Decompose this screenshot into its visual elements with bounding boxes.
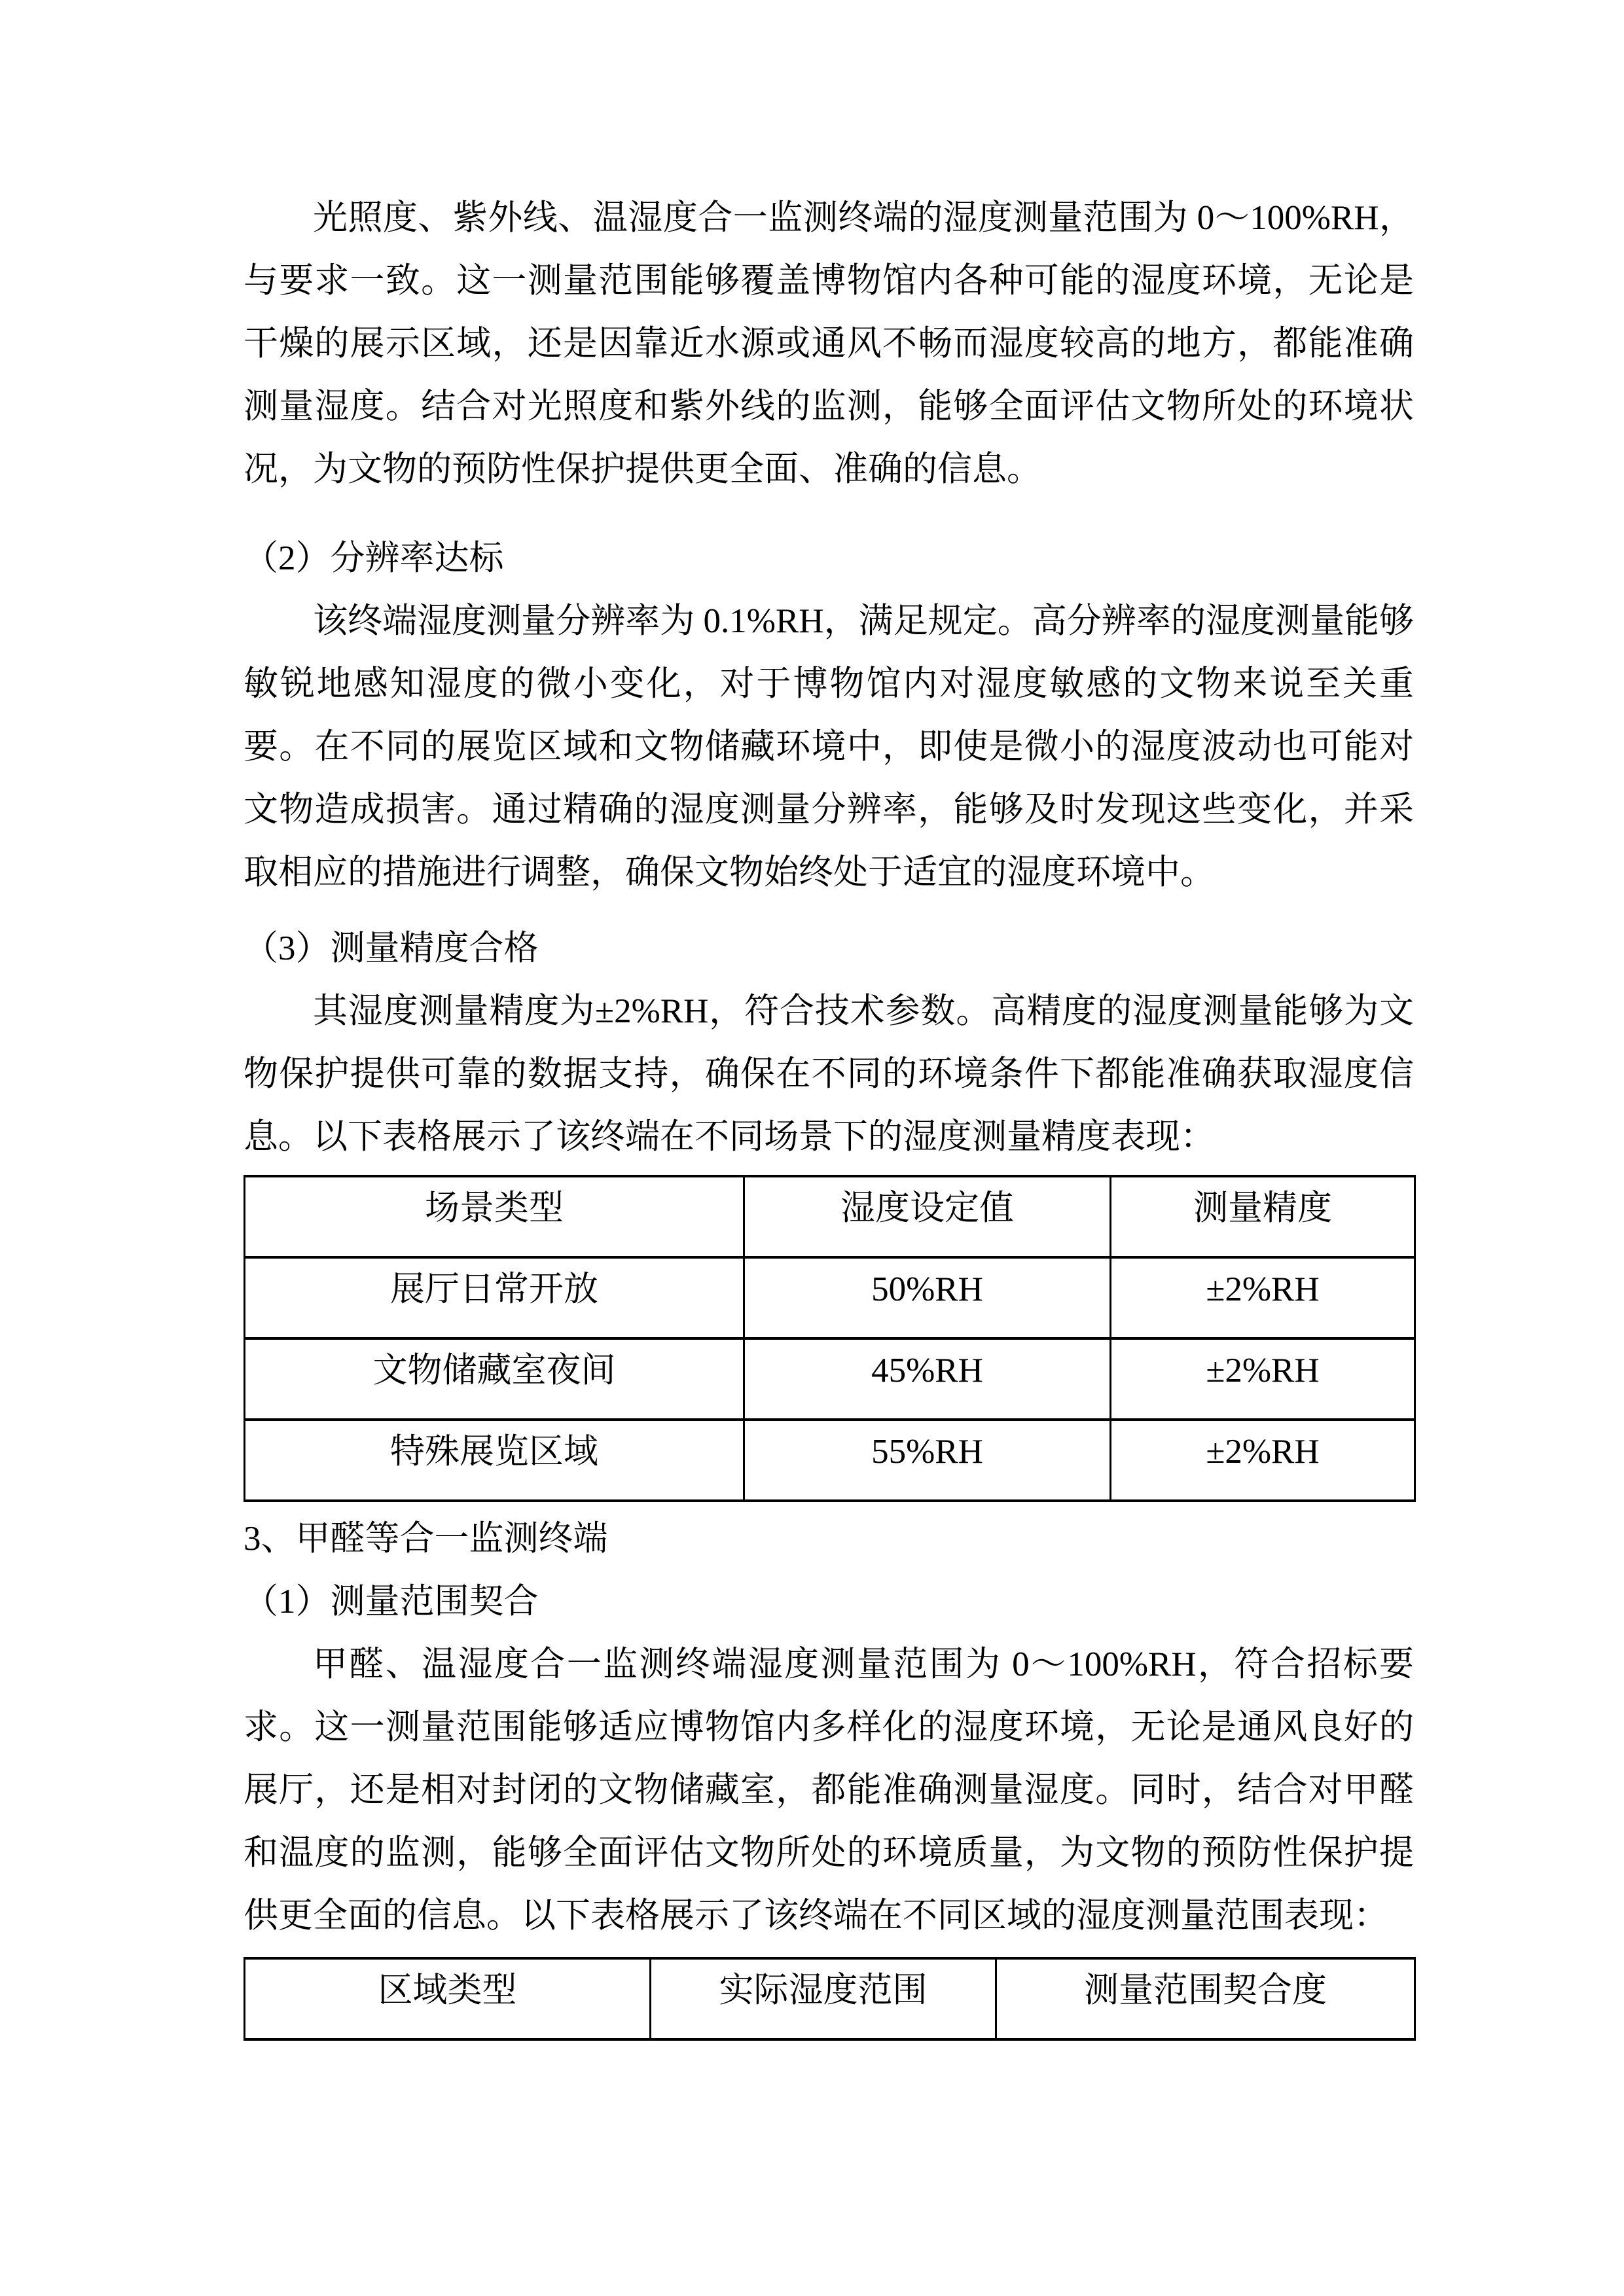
cell-measurement-accuracy: ±2%RH	[1111, 1420, 1415, 1501]
accuracy-table-row	[245, 1338, 1415, 1420]
cell-measurement-accuracy: ±2%RH	[1111, 1257, 1415, 1338]
column-header-area-type: 区域类型	[245, 1958, 651, 2039]
cell-scene-type: 展厅日常开放	[245, 1257, 744, 1338]
column-header-humidity-setpoint: 湿度设定值	[744, 1176, 1111, 1257]
heading-accuracy: （3）测量精度合格	[244, 929, 539, 967]
cell-humidity-setpoint: 50%RH	[744, 1257, 1111, 1338]
cell-humidity-setpoint: 55%RH	[744, 1420, 1111, 1501]
paragraph-formaldehyde-range: 甲醛、温湿度合一监测终端湿度测量范围为 0～100%RH，符合招标要求。这一测量范围能够适应博物馆内多样化的湿度环境，无论是通风良好的展厅，还是相对封闭的文物储藏室，都能准确测量湿度。同时，结合对甲醛和温度的监测，能够全面评估文物所处的环境质量，为文物的预防性保护提供更全面的信息。以下表格展示了该终端在不同区域的湿度测量范围表现：	[244, 1645, 1414, 1935]
accuracy-table-header-row	[245, 1176, 1415, 1257]
accuracy-table-row	[245, 1257, 1415, 1338]
heading-formaldehyde-terminal: 3、甲醛等合一监测终端	[244, 1520, 608, 1558]
cell-scene-type: 特殊展览区域	[245, 1420, 744, 1501]
cell-humidity-setpoint: 45%RH	[744, 1338, 1111, 1420]
range-table-header-row	[245, 1958, 1415, 2039]
paragraph-accuracy: 其湿度测量精度为±2%RH，符合技术参数。高精度的湿度测量能够为文物保护提供可靠的数据支持，确保在不同的环境条件下都能准确获取湿度信息。以下表格展示了该终端在不同场景下的湿度测量精度表现：	[244, 992, 1414, 1156]
page-content	[244, 187, 1414, 2041]
range-table	[244, 1957, 1416, 2041]
column-header-actual-humidity-range: 实际湿度范围	[651, 1958, 996, 2039]
column-header-measurement-accuracy: 测量精度	[1111, 1176, 1415, 1257]
column-header-range-fit: 测量范围契合度	[996, 1958, 1415, 2039]
cell-scene-type: 文物储藏室夜间	[245, 1338, 744, 1420]
heading-resolution: （2）分辨率达标	[244, 539, 504, 577]
accuracy-table-row	[245, 1420, 1415, 1501]
paragraph-humidity-range: 光照度、紫外线、温湿度合一监测终端的湿度测量范围为 0～100%RH，与要求一致。这一测量范围能够覆盖博物馆内各种可能的湿度环境，无论是干燥的展示区域，还是因靠近水源或通风不畅而湿度较高的地方，都能准确测量湿度。结合对光照度和紫外线的监测，能够全面评估文物所处的环境状况，为文物的预防性保护提供更全面、准确的信息。	[244, 199, 1414, 488]
column-header-scene-type: 场景类型	[245, 1176, 744, 1257]
accuracy-table	[244, 1175, 1416, 1502]
paragraph-resolution: 该终端湿度测量分辨率为 0.1%RH，满足规定。高分辨率的湿度测量能够敏锐地感知湿度的微小变化，对于博物馆内对湿度敏感的文物来说至关重要。在不同的展览区域和文物储藏环境中，即使是微小的湿度波动也可能对文物造成损害。通过精确的湿度测量分辨率，能够及时发现这些变化，并采取相应的措施进行调整，确保文物始终处于适宜的湿度环境中。	[244, 602, 1414, 891]
cell-measurement-accuracy: ±2%RH	[1111, 1338, 1415, 1420]
heading-measurement-range: （1）测量范围契合	[244, 1583, 539, 1621]
